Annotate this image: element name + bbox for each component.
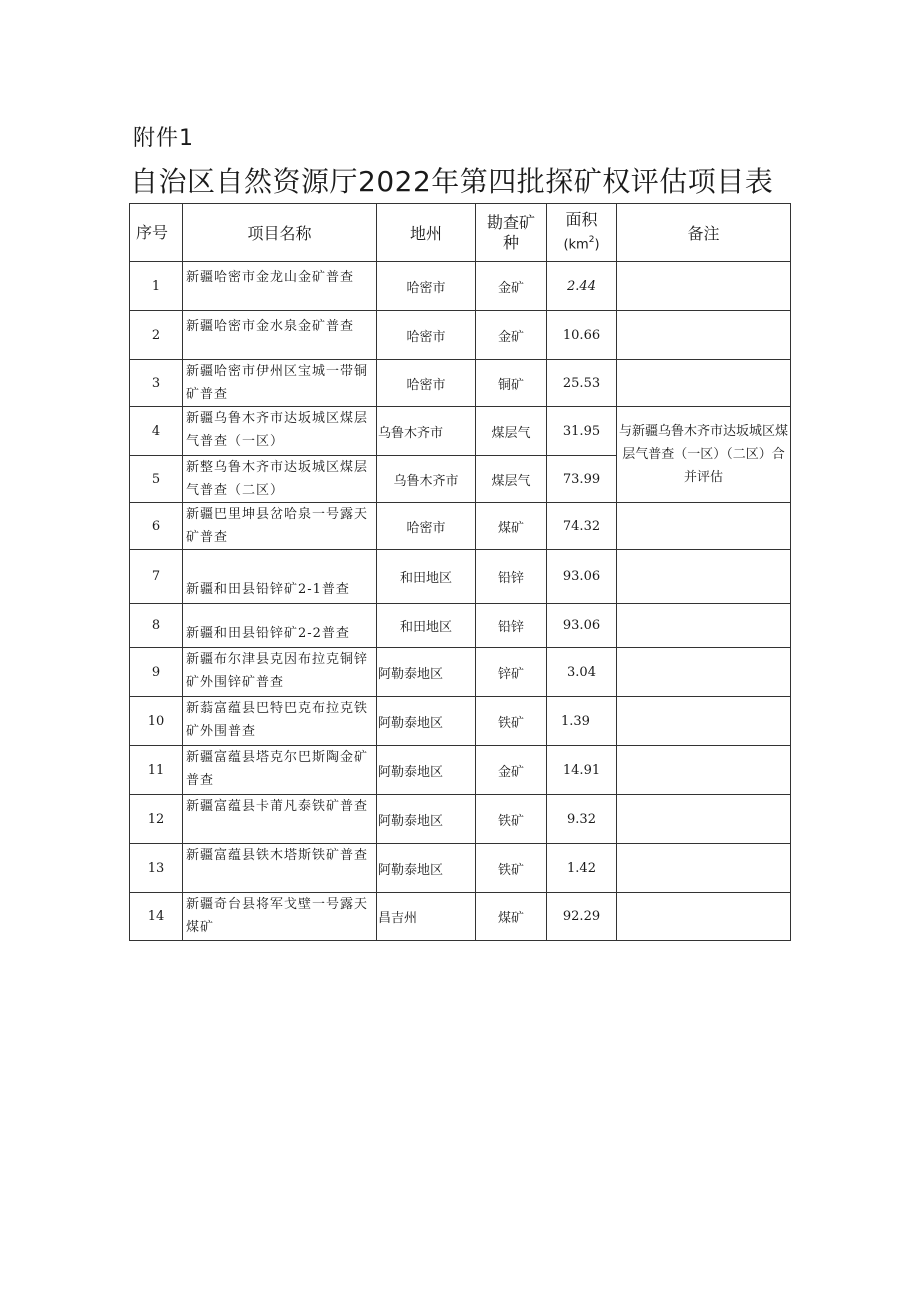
- row-area: 10.66: [547, 311, 617, 360]
- row-note: [617, 746, 791, 795]
- row-note: [617, 893, 791, 941]
- row-note: [617, 360, 791, 407]
- row-region: 和田地区: [377, 604, 476, 648]
- row-name: 新疆巴里坤县岔哈泉一号露天矿普查: [183, 503, 377, 550]
- row-mineral: 金矿: [476, 746, 547, 795]
- row-area: 2.44: [547, 262, 617, 311]
- row-note: [617, 697, 791, 746]
- table-row: [130, 795, 791, 844]
- header-area: [547, 204, 617, 262]
- row-region: 哈密市: [377, 503, 476, 550]
- row-mineral: 煤层气: [476, 407, 547, 456]
- row-no: 11: [130, 746, 183, 795]
- row-area: 9.32: [547, 795, 617, 844]
- row-name: 新疆富蕴县铁木塔斯铁矿普查: [183, 844, 377, 893]
- row-mineral: 铁矿: [476, 795, 547, 844]
- row-area: 25.53: [547, 360, 617, 407]
- row-note: [617, 795, 791, 844]
- row-area: 14.91: [547, 746, 617, 795]
- row-name: 新疆布尔津县克因布拉克铜锌矿外围锌矿普查: [183, 648, 377, 697]
- row-region: 哈密市: [377, 311, 476, 360]
- header-area-unit-sup: 2: [588, 234, 595, 245]
- header-note: 备注: [617, 204, 791, 262]
- row-note: [617, 648, 791, 697]
- row-name: 新疆哈密市金龙山金矿普查: [183, 262, 377, 311]
- row-area: 3.04: [547, 648, 617, 697]
- row-note: [617, 604, 791, 648]
- row-name: 新疆乌鲁木齐市达坂城区煤层气普查（一区）: [183, 407, 377, 456]
- header-mineral: 勘查矿种: [476, 204, 547, 262]
- row-no: 14: [130, 893, 183, 941]
- row-region: 乌鲁木齐市: [377, 407, 476, 456]
- row-name: 新疆奇台县将军戈壁一号露天煤矿: [183, 893, 377, 941]
- row-name: 新疆和田县铅锌矿2-1普查: [183, 550, 377, 604]
- header-area-main: 面积: [565, 209, 598, 229]
- row-area: 73.99: [547, 456, 617, 503]
- row-region: 阿勒泰地区: [377, 844, 476, 893]
- row-name: 新疆哈密市伊州区宝城一带铜矿普查: [183, 360, 377, 407]
- row-region: 阿勒泰地区: [377, 795, 476, 844]
- header-name: 项目名称: [183, 204, 377, 262]
- header-no: 序号: [130, 204, 183, 262]
- row-mineral: 金矿: [476, 262, 547, 311]
- row-region: 阿勒泰地区: [377, 648, 476, 697]
- row-no: 3: [130, 360, 183, 407]
- row-region: 哈密市: [377, 262, 476, 311]
- row-note: [617, 262, 791, 311]
- merged-note: 与新疆乌鲁木齐市达坂城区煤层气普查（一区）（二区）合并评估: [617, 407, 791, 503]
- row-no: 5: [130, 456, 183, 503]
- row-region: 和田地区: [377, 550, 476, 604]
- row-mineral: 铁矿: [476, 844, 547, 893]
- row-no: 6: [130, 503, 183, 550]
- row-mineral: 煤矿: [476, 893, 547, 941]
- row-area: 31.95: [547, 407, 617, 456]
- row-name: 新疆哈密市金水泉金矿普查: [183, 311, 377, 360]
- row-area: 1.39: [547, 697, 617, 746]
- row-note: [617, 550, 791, 604]
- row-note: [617, 503, 791, 550]
- table-row: [130, 262, 791, 311]
- row-area: 93.06: [547, 550, 617, 604]
- table-row: [130, 360, 791, 407]
- row-mineral: 铁矿: [476, 697, 547, 746]
- table-row: [130, 503, 791, 550]
- row-no: 10: [130, 697, 183, 746]
- row-region: 阿勒泰地区: [377, 746, 476, 795]
- table-row: [130, 407, 791, 456]
- table-row: [130, 844, 791, 893]
- header-area-unit-prefix: (km: [563, 237, 589, 253]
- table-row: [130, 311, 791, 360]
- row-no: 9: [130, 648, 183, 697]
- row-area: 1.42: [547, 844, 617, 893]
- row-no: 2: [130, 311, 183, 360]
- table-row: [130, 746, 791, 795]
- row-mineral: 煤矿: [476, 503, 547, 550]
- row-name: 新疆和田县铅锌矿2-2普查: [183, 604, 377, 648]
- header-region: 地州: [377, 204, 476, 262]
- row-name: 新整乌鲁木齐市达坂城区煤层气普查（二区）: [183, 456, 377, 503]
- row-no: 13: [130, 844, 183, 893]
- row-note: [617, 844, 791, 893]
- row-region: 哈密市: [377, 360, 476, 407]
- row-mineral: 铅锌: [476, 550, 547, 604]
- table-header-row: [130, 204, 791, 262]
- table-row: [130, 893, 791, 941]
- row-no: 1: [130, 262, 183, 311]
- row-no: 7: [130, 550, 183, 604]
- row-name: 新疆富蕴县塔克尔巴斯陶金矿普查: [183, 746, 377, 795]
- row-name: 新蓊富蕴县巴特巴克布拉克铁矿外围普查: [183, 697, 377, 746]
- attachment-label: 附件1: [133, 126, 194, 151]
- header-area-unit-suffix: ): [594, 237, 600, 253]
- row-area: 93.06: [547, 604, 617, 648]
- page-title: 自治区自然资源厅2022年第四批探矿权评估项目表: [130, 165, 774, 198]
- row-mineral: 煤层气: [476, 456, 547, 503]
- row-no: 4: [130, 407, 183, 456]
- row-no: 12: [130, 795, 183, 844]
- row-region: 昌吉州: [377, 893, 476, 941]
- table-row: [130, 604, 791, 648]
- row-mineral: 铜矿: [476, 360, 547, 407]
- row-region: 阿勒泰地区: [377, 697, 476, 746]
- row-mineral: 铅锌: [476, 604, 547, 648]
- row-name: 新疆富蕴县卡莆凡泰铁矿普查: [183, 795, 377, 844]
- project-table: [129, 203, 791, 941]
- row-note: [617, 311, 791, 360]
- row-region: 乌鲁木齐市: [377, 456, 476, 503]
- row-no: 8: [130, 604, 183, 648]
- row-mineral: 锌矿: [476, 648, 547, 697]
- row-area: 92.29: [547, 893, 617, 941]
- table-row: [130, 550, 791, 604]
- row-mineral: 金矿: [476, 311, 547, 360]
- row-area: 74.32: [547, 503, 617, 550]
- table-row: [130, 648, 791, 697]
- table-row: [130, 697, 791, 746]
